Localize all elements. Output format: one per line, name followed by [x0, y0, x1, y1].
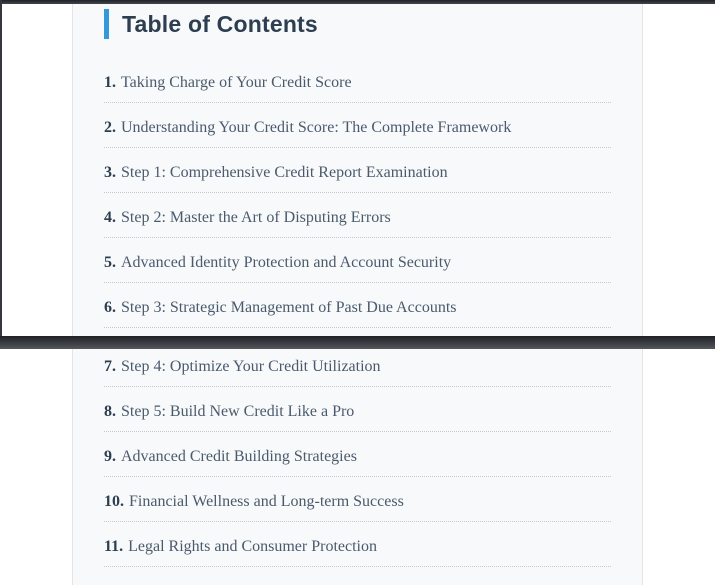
- accent-bar: [104, 9, 109, 39]
- toc-item-label: Understanding Your Credit Score: The Complete Framework: [121, 119, 512, 136]
- toc-item-number: 3.: [104, 164, 116, 181]
- toc-item-label: Advanced Identity Protection and Account Security: [121, 254, 452, 271]
- toc-header: [104, 8, 642, 40]
- toc-item-number: 10.: [104, 493, 124, 510]
- toc-item-label: Taking Charge of Your Credit Score: [121, 74, 352, 91]
- toc-item[interactable]: [104, 58, 611, 103]
- toc-item-number: 11.: [104, 538, 124, 555]
- toc-item[interactable]: [104, 387, 611, 432]
- toc-item-number: 8.: [104, 403, 116, 420]
- toc-item[interactable]: [104, 148, 611, 193]
- document-page-1: [72, 4, 643, 340]
- viewer-left-edge: [0, 0, 2, 349]
- toc-item-label: Financial Wellness and Long-term Success: [129, 493, 404, 510]
- toc-item-number: 6.: [104, 299, 116, 316]
- toc-item-label: Step 2: Master the Art of Disputing Errors: [121, 209, 391, 226]
- document-page-2: [72, 349, 643, 585]
- toc-list-page-2: [73, 349, 642, 567]
- toc-item-number: 1.: [104, 74, 116, 91]
- page-gap-divider: [0, 336, 715, 349]
- toc-item-label: Advanced Credit Building Strategies: [121, 448, 357, 465]
- toc-item-label: Step 5: Build New Credit Like a Pro: [121, 403, 355, 420]
- toc-item-label: Step 4: Optimize Your Credit Utilization: [121, 358, 381, 375]
- toc-item-number: 4.: [104, 209, 116, 226]
- toc-item-label: Step 3: Strategic Management of Past Due Accounts: [121, 299, 457, 316]
- toc-item[interactable]: [104, 349, 611, 387]
- toc-item[interactable]: [104, 522, 611, 567]
- toc-title: Table of Contents: [122, 10, 318, 37]
- toc-item[interactable]: [104, 238, 611, 283]
- toc-item[interactable]: [104, 283, 611, 328]
- toc-item-number: 9.: [104, 448, 116, 465]
- toc-list-page-1: [73, 58, 642, 328]
- toc-item[interactable]: [104, 432, 611, 477]
- toc-item[interactable]: [104, 477, 611, 522]
- toc-item-number: 7.: [104, 358, 116, 375]
- toc-item-label: Legal Rights and Consumer Protection: [128, 538, 377, 555]
- toc-item[interactable]: [104, 193, 611, 238]
- toc-item-number: 2.: [104, 119, 116, 136]
- toc-item-label: Step 1: Comprehensive Credit Report Examination: [121, 164, 448, 181]
- toc-item[interactable]: [104, 103, 611, 148]
- toc-item-number: 5.: [104, 254, 116, 271]
